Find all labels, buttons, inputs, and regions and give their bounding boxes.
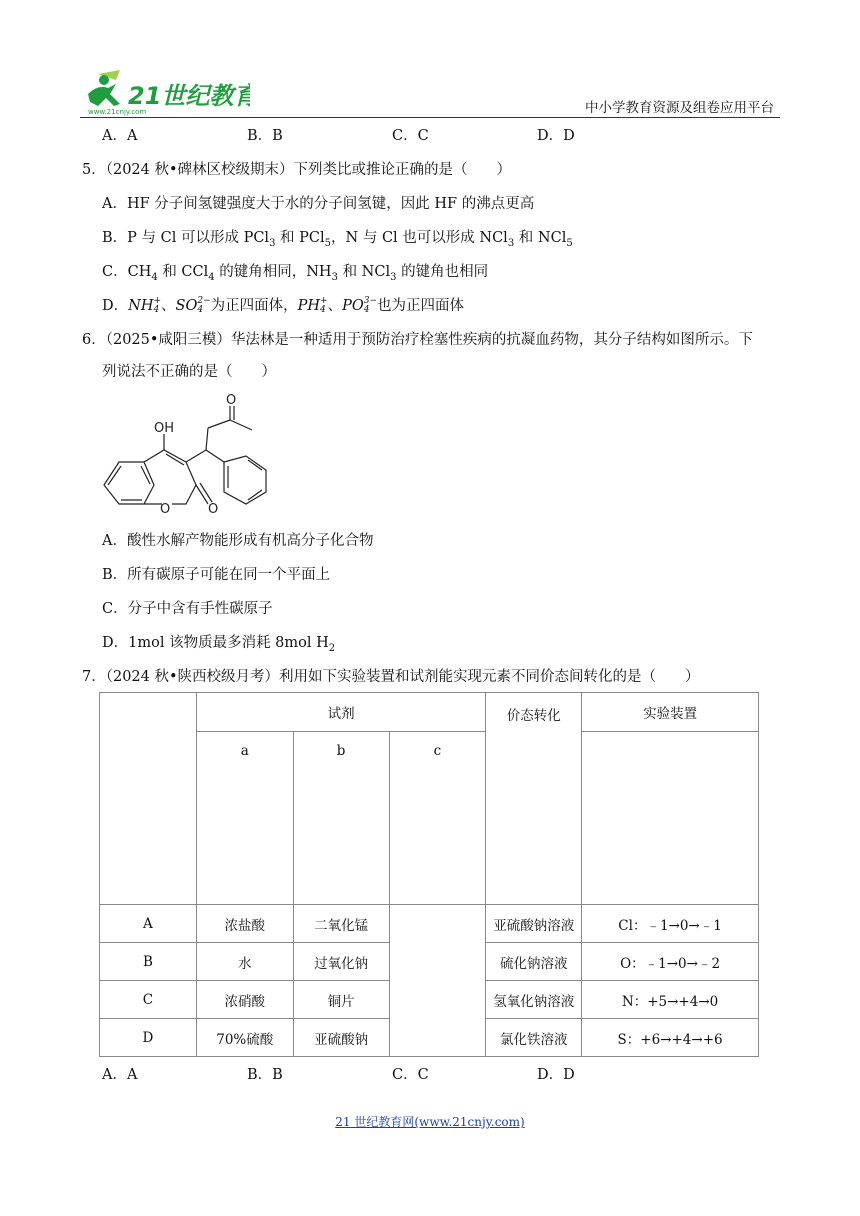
q6-stem-line1: 6．（2025•咸阳三模）华法林是一种适用于预防治疗栓塞性疾病的抗凝血药物，其分子结构如图所示。下 <box>82 332 753 348</box>
header-c: c <box>389 732 486 905</box>
q6-option-b: B．所有碳原子可能在同一个平面上 <box>102 567 331 583</box>
choice-c: C．C <box>392 128 429 144</box>
footer <box>0 1113 860 1130</box>
label-ketone-o: O <box>226 393 237 408</box>
q6-stem-line2: 列说法不正确的是（ ） <box>102 364 276 380</box>
site-logo <box>80 66 250 116</box>
footer-link[interactable]: 21 世纪教育网(www.21cnjy.com) <box>335 1115 525 1129</box>
q7-choices <box>102 1065 682 1085</box>
q5-option-d: D．NH + 4 、SO 2− 4 为正四面体，PH + 4 、PO 3− 4 也为正四面体 <box>102 296 465 315</box>
choice-c: C．C <box>392 1067 429 1083</box>
q6-option-a: A．酸性水解产物能形成有机高分子化合物 <box>102 533 374 549</box>
header-b: b <box>293 732 389 905</box>
table-row: B 水 过氧化钠 硫化钠溶液 O：﹣1→0→﹣2 <box>100 943 759 981</box>
table-row: C 浓硝酸 铜片 氢氧化钠溶液 N：+5→+4→0 <box>100 981 759 1019</box>
header-divider <box>80 117 780 118</box>
label-carbonyl-o: O <box>208 502 219 517</box>
q6-option-c: C．分子中含有手性碳原子 <box>102 601 273 617</box>
choice-b: B．B <box>247 1067 283 1083</box>
ion-so4: SO 2− 4 <box>175 296 211 315</box>
table-corner <box>100 693 197 905</box>
ion-nh4: NH + 4 <box>128 296 162 315</box>
reagent-c-merged <box>389 905 486 1057</box>
ion-po4: PO 3− 4 <box>342 296 378 315</box>
logo-text: 21世纪教育 <box>128 82 250 110</box>
logo-url: www.21cnjy.com <box>88 108 147 116</box>
q5-option-b: B．P 与 Cl 可以形成 PCl$_3$ 和 PCl$_5$，N 与 Cl 也可以形成 NCl$_3$ 和 NCl$_5$ <box>102 230 573 249</box>
choice-d: D．D <box>537 128 575 144</box>
header-valence: 价态转化 <box>486 693 582 905</box>
q5-option-c: C．$CH_4$ 和 CCl$_4$ 的键角相同，$NH_3$ 和 NCl$_3$ 的键角也相同 <box>102 264 489 283</box>
label-ring-o: O <box>160 502 171 517</box>
runner-logo-icon <box>80 66 250 116</box>
q7-stem: 7．（2024 秋•陕西校级月考）利用如下实验装置和试剂能实现元素不同价态间转化的是（ ） <box>82 669 700 685</box>
header-reagent: 试剂 <box>196 693 486 732</box>
label-oh: OH <box>154 421 175 436</box>
choice-b: B．B <box>247 128 283 144</box>
q6-option-d: D．1mol 该物质最多消耗 8mol $H_2$ <box>102 635 336 654</box>
choice-a: A．A <box>102 128 138 144</box>
header-a: a <box>196 732 293 905</box>
apparatus-cell <box>582 732 759 905</box>
choice-d: D．D <box>537 1067 575 1083</box>
warfarin-structure <box>100 392 280 522</box>
q5-option-a: A．HF 分子间氢键强度大于水的分子间氢键，因此 HF 的沸点更高 <box>102 196 535 212</box>
molecule-diagram <box>100 392 280 522</box>
experiment-table <box>99 692 759 1057</box>
header-apparatus: 实验装置 <box>582 693 759 732</box>
choice-a: A．A <box>102 1067 138 1083</box>
platform-name: 中小学教育资源及组卷应用平台 <box>585 100 774 116</box>
ion-ph4: PH + 4 <box>297 296 328 315</box>
table-row: A 浓盐酸 二氧化锰 亚硫酸钠溶液 Cl：﹣1→0→﹣1 <box>100 905 759 943</box>
table-row: D 70%硫酸 亚硫酸钠 氯化铁溶液 S：+6→+4→+6 <box>100 1019 759 1057</box>
q5-stem: 5．（2024 秋•碑林区校级期末）下列类比或推论正确的是（ ） <box>82 162 512 178</box>
q4-choices <box>102 126 682 146</box>
